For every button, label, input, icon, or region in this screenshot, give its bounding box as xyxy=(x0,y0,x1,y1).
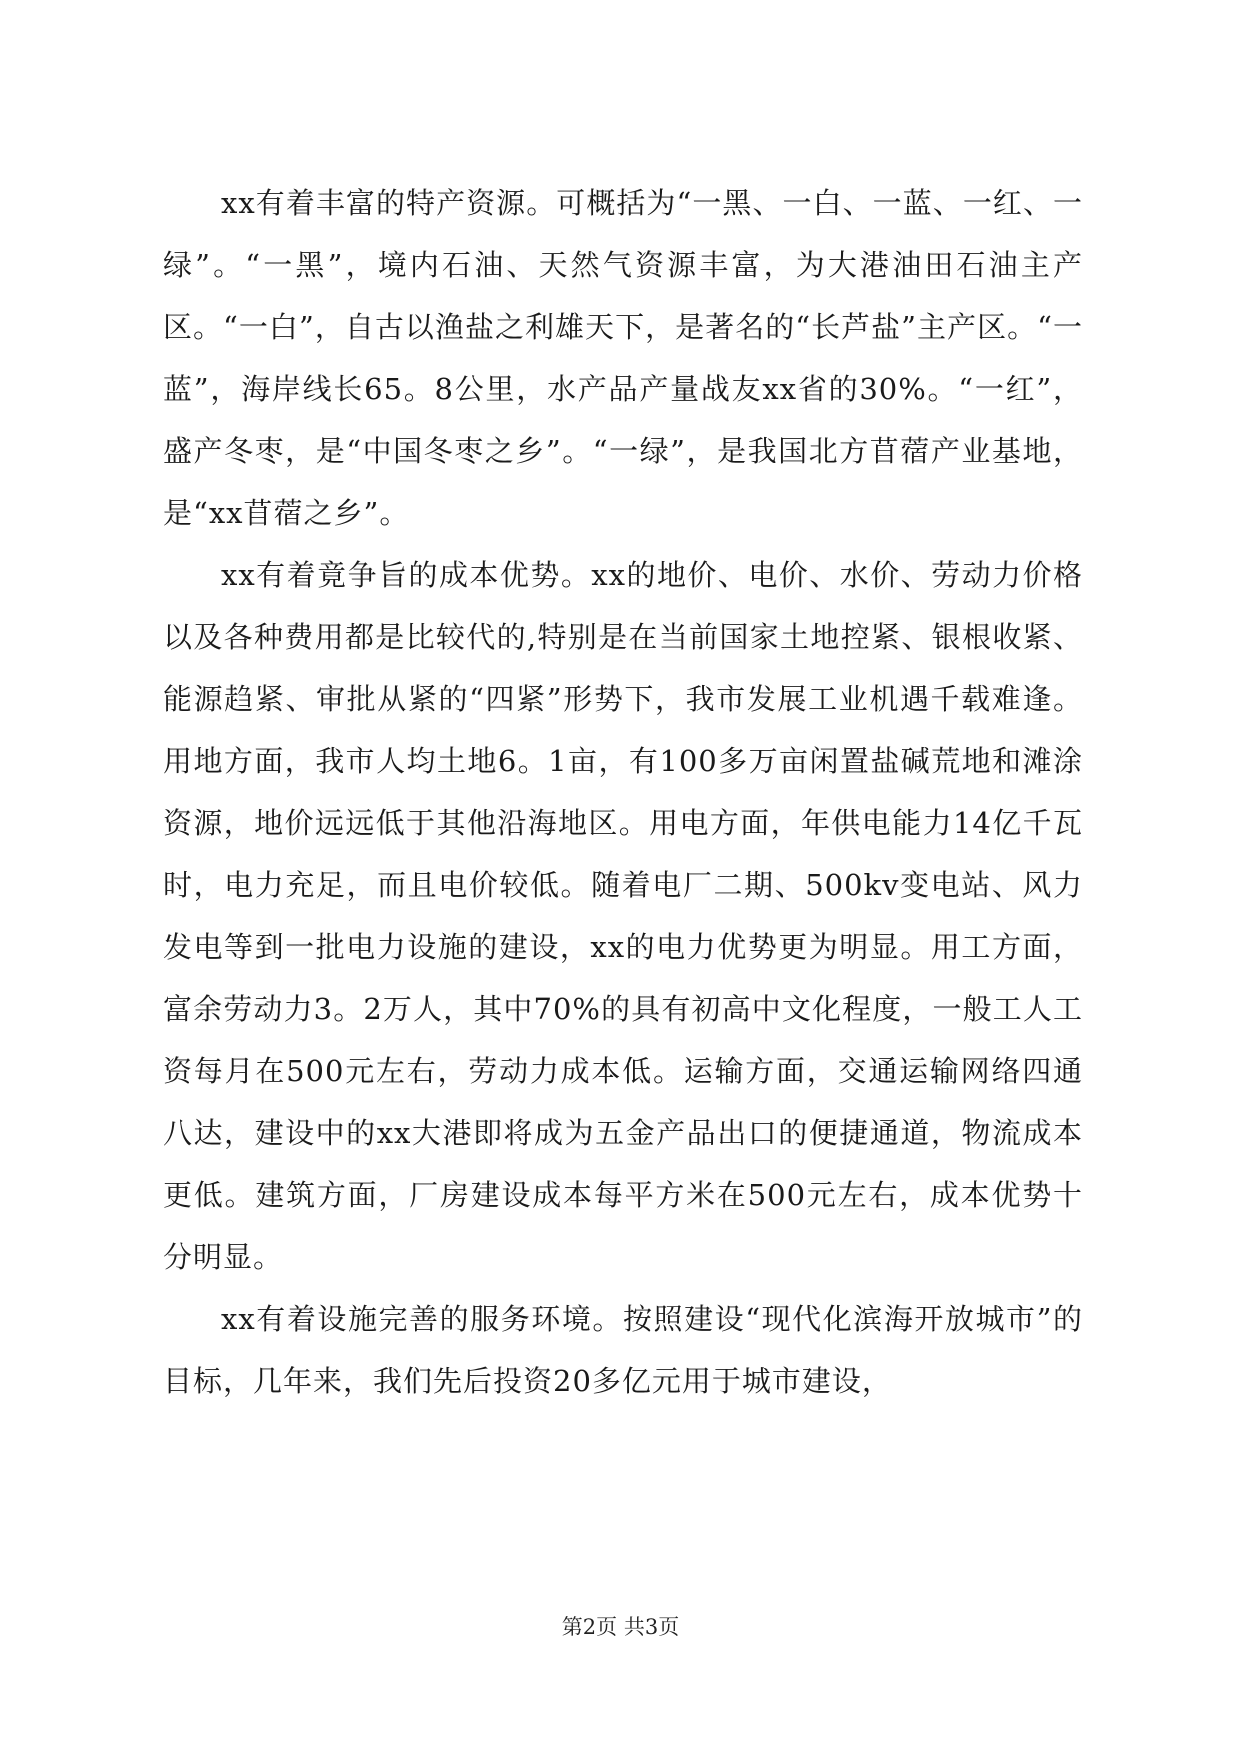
document-body xyxy=(163,172,1083,1412)
paragraph-service-environment: xx有着设施完善的服务环境。按照建设“现代化滨海开放城市”的目标，几年来，我们先后投资20多亿元用于城市建设， xyxy=(163,1302,1083,1398)
paragraph-cost-advantage: xx有着竟争旨的成本优势。xx的地价、电价、水价、劳动力价格以及各种费用都是比较代的,特别是在当前国家土地控紧、银根收紧、能源趋紧、审批从紧的“四紧”形势下，我市发展工业机遇千载难逢。用地方面，我市人均土地6。1亩，有100多万亩闲置盐碱荒地和滩涂资源，地价远远低于其他沿海地区。用电方面，年供电能力14亿千瓦时，电力充足，而且电价较低。随着电厂二期、500kv变电站、风力发电等到一批电力设施的建设，xx的电力优势更为明显。用工方面，富余劳动力3。2万人，其中70%的具有初高中文化程度，一般工人工资每月在500元左右，劳动力成本低。运输方面，交通运输网络四通八达，建设中的xx大港即将成为五金产品出口的便捷通道，物流成本更低。建筑方面，厂房建设成本每平方米在500元左右，成本优势十分明显。 xyxy=(163,558,1083,1274)
page-footer: 第2页 共3页 xyxy=(561,1615,680,1639)
paragraph-specialty-resources: xx有着丰富的特产资源。可概括为“一黑、一白、一蓝、一红、一绿”。“一黑”，境内石油、天然气资源丰富，为大港油田石油主产区。“一白”，自古以渔盐之利雄天下，是著名的“长芦盐”主产区。“一蓝”，海岸线长65。8公里，水产品产量战友xx省的30%。“一红”，盛产冬枣，是“中国冬枣之乡”。“一绿”，是我国北方苜蓿产业基地，是“xx苜蓿之乡”。 xyxy=(163,186,1083,530)
